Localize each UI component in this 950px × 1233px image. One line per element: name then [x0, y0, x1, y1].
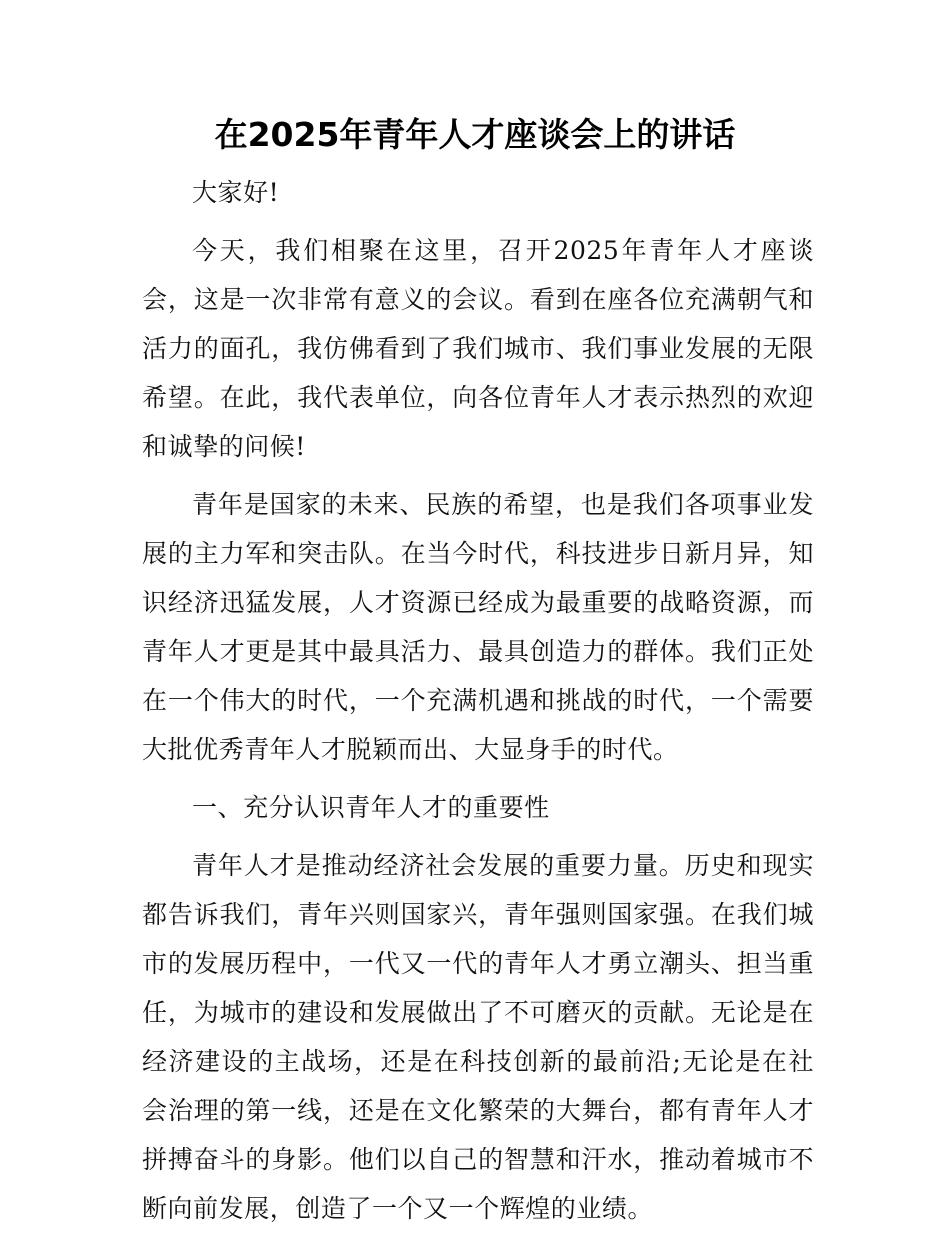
paragraph-section-1: 青年人才是推动经济社会发展的重要力量。历史和现实都告诉我们，青年兴则国家兴，青年强则国家强。在我们城市的发展历程中，一代又一代的青年人才勇立潮头、担当重任，为城市的建设和发展做出了不可磨灭的贡献。无论是在经济建设的主战场，还是在科技创新的最前沿;无论是在社会治理的第一线，还是在文化繁荣的大舞台，都有青年人才拼搏奋斗的身影。他们以自己的智慧和汗水，推动着城市不断向前发展，创造了一个又一个辉煌的业绩。	[142, 851, 814, 1223]
document-body	[142, 168, 814, 1233]
paragraph-opening: 今天，我们相聚在这里，召开2025年青年人才座谈会，这是一次非常有意义的会议。看到在座各位充满朝气和活力的面孔，我仿佛看到了我们城市、我们事业发展的无限希望。在此，我代表单位，向各位青年人才表示热烈的欢迎和诚挚的问候!	[142, 236, 814, 461]
paragraph-greeting: 大家好!	[192, 178, 280, 207]
paragraph-youth-importance: 青年是国家的未来、民族的希望，也是我们各项事业发展的主力军和突击队。在当今时代，科技进步日新月异，知识经济迅猛发展，人才资源已经成为最重要的战略资源，而青年人才更是其中最具活力、最具创造力的群体。我们正处在一个伟大的时代，一个充满机遇和挑战的时代，一个需要大批优秀青年人才脱颖而出、大显身手的时代。	[142, 490, 814, 764]
section-heading-1: 一、充分认识青年人才的重要性	[192, 793, 550, 822]
document-title: 在2025年青年人才座谈会上的讲话	[214, 115, 736, 154]
